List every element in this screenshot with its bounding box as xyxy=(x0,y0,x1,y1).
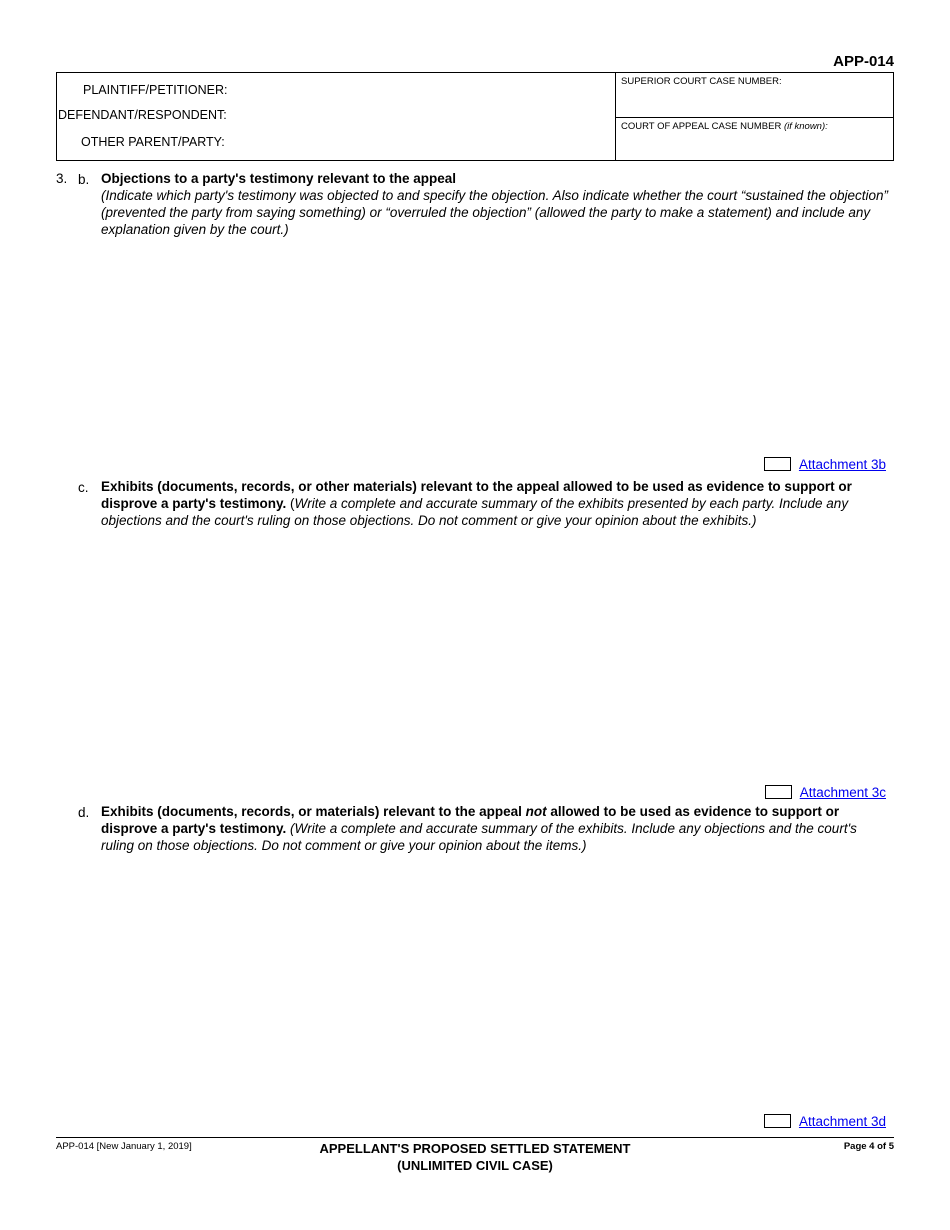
attachment-3c-checkbox[interactable] xyxy=(765,785,792,799)
plaintiff-label: PLAINTIFF/PETITIONER: xyxy=(83,83,228,97)
attachment-3d-checkbox[interactable] xyxy=(764,1114,791,1128)
section-3d-title-part1: Exhibits (documents, records, or materials) relevant to the appeal xyxy=(101,804,526,819)
form-title-line1: APPELLANT'S PROPOSED SETTLED STATEMENT xyxy=(319,1141,631,1156)
section-3d-title-not: not xyxy=(525,804,547,819)
footer-divider xyxy=(56,1137,894,1138)
section-3c-instructions: Write a complete and accurate summary of the exhibits presented by each party. Include any objections and the court's ruling on those objections. Do not comment or give your opinion about the exhibits.) xyxy=(101,496,849,528)
party-names-box xyxy=(57,73,616,160)
section-3d-title-part2: allowed to be used as evidence to support or disprove a party's testimony. xyxy=(101,804,840,836)
superior-court-case-number-field[interactable] xyxy=(615,73,893,118)
attachment-3b-link[interactable]: Attachment 3b xyxy=(798,456,886,472)
item-number: 3. xyxy=(56,171,68,186)
case-number-boxes xyxy=(615,73,893,160)
case-caption xyxy=(56,72,894,161)
item-letter-c: c. xyxy=(78,480,89,495)
appeal-case-number-field[interactable] xyxy=(615,118,893,161)
appeal-case-number-label: COURT OF APPEAL CASE NUMBER xyxy=(621,121,784,132)
section-3d-instructions: (Write a complete and accurate summary of the exhibits. Include any objections and the court's ruling on those objections. Do not comment or give your opinion about the items.) xyxy=(101,821,857,853)
superior-court-case-number-label: SUPERIOR COURT CASE NUMBER: xyxy=(621,76,782,87)
page-number: Page 4 of 5 xyxy=(843,1141,894,1152)
defendant-label: DEFENDANT/RESPONDENT: xyxy=(58,108,227,122)
section-3c-title: Exhibits (documents, records, or other materials) relevant to the appeal allowed to be used as evidence to support or disprove a party's testimony. xyxy=(101,479,852,511)
attachment-3c-link[interactable]: Attachment 3c xyxy=(799,784,886,800)
item-letter-d: d. xyxy=(78,805,90,820)
item-letter-b: b. xyxy=(78,172,90,187)
form-revision: APP-014 [New January 1, 2019] xyxy=(56,1141,192,1152)
section-3b-title: Objections to a party's testimony relevant to the appeal xyxy=(101,171,457,186)
appeal-case-number-qualifier: (if known): xyxy=(783,121,828,132)
attachment-3d-link[interactable]: Attachment 3d xyxy=(798,1113,886,1129)
attachment-3c xyxy=(765,784,886,800)
form-title-line2: (UNLIMITED CIVIL CASE) xyxy=(397,1158,553,1173)
form-title xyxy=(0,1140,950,1174)
attachment-3b xyxy=(764,456,886,472)
attachment-3d xyxy=(764,1113,886,1129)
form-id: APP-014 xyxy=(833,53,894,70)
section-3b-instructions: (Indicate which party's testimony was objected to and specify the objection. Also indicate whether the court “sustained the objection” (prevented the party from saying something) or “overruled the objection” (allowed the party to make a statement) and include any explanation given by the court.) xyxy=(101,188,889,237)
attachment-3b-checkbox[interactable] xyxy=(764,457,791,471)
other-party-label: OTHER PARENT/PARTY: xyxy=(81,135,225,149)
section-3c-paren: ( xyxy=(286,496,295,511)
